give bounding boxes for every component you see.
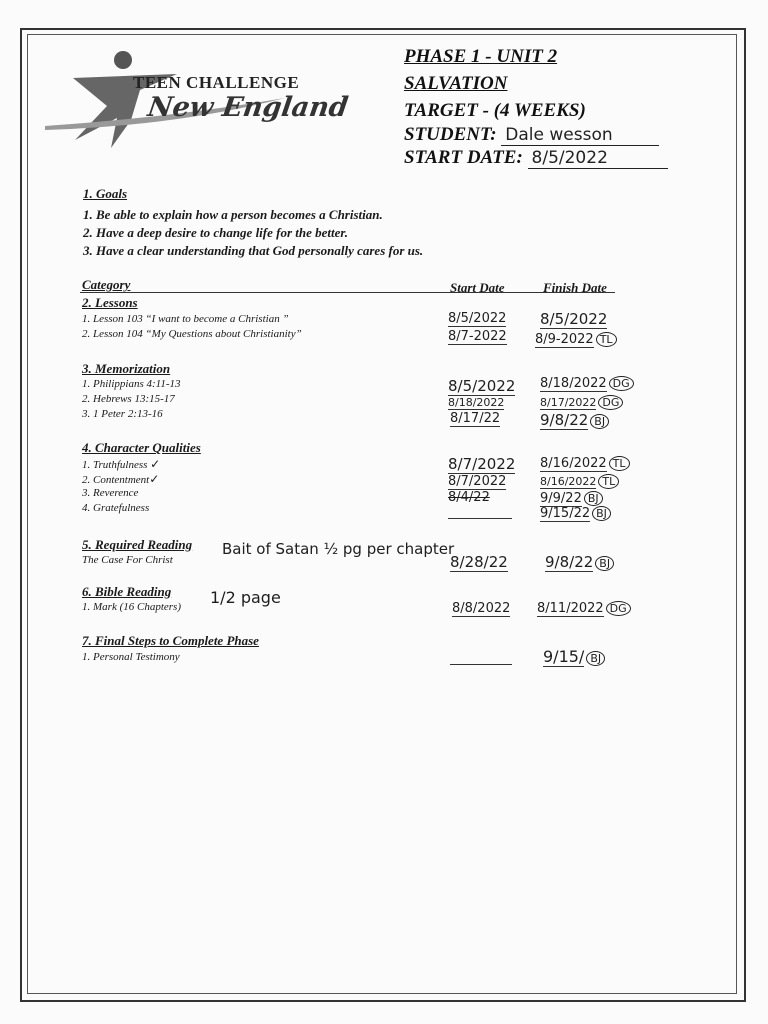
character-item: 1. Truthfulness ✓	[82, 457, 161, 471]
memory-finish: 8/18/2022	[540, 376, 607, 391]
reading-finish-row	[545, 553, 614, 571]
memory-finish-row	[540, 376, 634, 391]
goal-item: 1. Be able to explain how a person becomes a Christian.	[83, 207, 383, 222]
instructor-initials: BJ	[592, 506, 611, 521]
bible-reading-item: 1. Mark (16 Chapters)	[82, 601, 181, 613]
memory-finish: 9/8/22	[540, 411, 589, 429]
instructor-initials: BJ	[595, 556, 614, 571]
memory-finish: 8/17/2022	[540, 396, 597, 409]
student-row	[404, 124, 659, 146]
character-qualities-heading: 4. Character Qualities	[82, 440, 201, 455]
lesson-finish: 8/5/2022	[540, 310, 608, 328]
page-border-inner	[27, 34, 737, 994]
finish-date-header: Finish Date	[543, 280, 607, 295]
instructor-initials: TL	[609, 456, 630, 471]
memory-start: 8/17/22	[450, 411, 501, 426]
start-date-header: Start Date	[450, 280, 505, 295]
instructor-initials: DG	[598, 395, 623, 410]
goal-item: 2. Have a deep desire to change life for the better.	[83, 225, 349, 240]
memory-start: 8/18/2022	[448, 396, 505, 409]
target-label: TARGET - (4 WEEKS)	[404, 100, 586, 121]
character-finish: 9/9/22	[540, 491, 582, 506]
memory-finish-row	[540, 411, 609, 429]
unit-title: SALVATION	[404, 73, 508, 94]
student-name: Dale wesson	[501, 125, 659, 146]
character-finish: 9/15/22	[540, 506, 591, 521]
bible-reading-finish-row	[537, 601, 631, 616]
lesson-finish-row	[535, 332, 617, 347]
memory-finish-row	[540, 395, 623, 410]
memory-verse-item: 1. Philippians 4:11-13	[82, 378, 181, 390]
final-steps-heading: 7. Final Steps to Complete Phase	[82, 633, 259, 648]
phase-title: PHASE 1 - UNIT 2	[404, 46, 558, 67]
instructor-initials: DG	[609, 376, 634, 391]
instructor-initials: TL	[598, 474, 619, 489]
character-finish-row	[540, 456, 630, 471]
final-step-item: 1. Personal Testimony	[82, 651, 180, 663]
character-start: 8/4/22	[448, 490, 490, 505]
check-mark-icon: ✓	[150, 457, 161, 471]
character-finish-row	[540, 506, 611, 521]
character-finish-row	[540, 491, 603, 506]
instructor-initials: BJ	[584, 491, 603, 506]
reading-note: Bait of Satan ½ pg per chapter	[222, 540, 455, 558]
category-divider	[80, 292, 615, 293]
required-reading-heading: 5. Required Reading	[82, 537, 193, 552]
memory-start: 8/5/2022	[448, 377, 516, 395]
lesson-start: 8/7-2022	[448, 329, 507, 344]
bible-reading-heading: 6. Bible Reading	[82, 584, 172, 599]
character-item: 4. Gratefulness	[82, 502, 150, 514]
lesson-item: 1. Lesson 103 “I want to become a Christian ”	[82, 313, 289, 325]
lesson-finish: 8/9-2022	[535, 332, 594, 347]
memory-verse-item: 3. 1 Peter 2:13-16	[82, 408, 163, 420]
reading-item: The Case For Christ	[82, 554, 173, 566]
bible-reading-finish: 8/11/2022	[537, 601, 604, 616]
memory-verse-item: 2. Hebrews 13:15-17	[82, 393, 175, 405]
start-date-value: 8/5/2022	[528, 148, 668, 169]
instructor-initials: TL	[596, 332, 617, 347]
lessons-heading: 2. Lessons	[82, 295, 138, 310]
reading-finish: 9/8/22	[545, 553, 594, 571]
instructor-initials: BJ	[590, 414, 609, 429]
character-item: 2. Contentment✓	[82, 472, 160, 486]
goal-item: 3. Have a clear understanding that God personally cares for us.	[83, 243, 424, 258]
memorization-heading: 3. Memorization	[82, 361, 171, 376]
lesson-item: 2. Lesson 104 “My Questions about Christianity”	[82, 328, 302, 340]
check-mark-icon: ✓	[149, 472, 160, 486]
character-finish-row	[540, 474, 619, 489]
category-header: Category	[82, 277, 131, 292]
final-finish: 9/15/	[543, 647, 585, 666]
bible-reading-note: 1/2 page	[210, 588, 281, 607]
final-finish-row	[543, 647, 605, 666]
character-finish: 8/16/2022	[540, 456, 607, 471]
character-start: 8/7/2022	[448, 455, 516, 473]
character-start-blank	[448, 518, 512, 519]
final-start-blank	[450, 664, 512, 665]
instructor-initials: DG	[606, 601, 631, 616]
lesson-start: 8/5/2022	[448, 311, 507, 326]
character-start: 8/7/2022	[448, 474, 507, 489]
instructor-initials: BJ	[586, 651, 605, 666]
start-date-row	[404, 147, 668, 169]
character-item: 3. Reverence	[82, 487, 139, 499]
logo-title: TEEN CHALLENGE	[133, 73, 300, 92]
student-label: STUDENT:	[404, 124, 497, 145]
start-date-label: START DATE:	[404, 147, 523, 168]
bible-reading-start: 8/8/2022	[452, 601, 511, 616]
logo-subtitle: New England	[145, 92, 351, 123]
reading-start: 8/28/22	[450, 553, 508, 571]
goals-heading: 1. Goals	[83, 186, 128, 201]
character-finish: 8/16/2022	[540, 475, 597, 488]
